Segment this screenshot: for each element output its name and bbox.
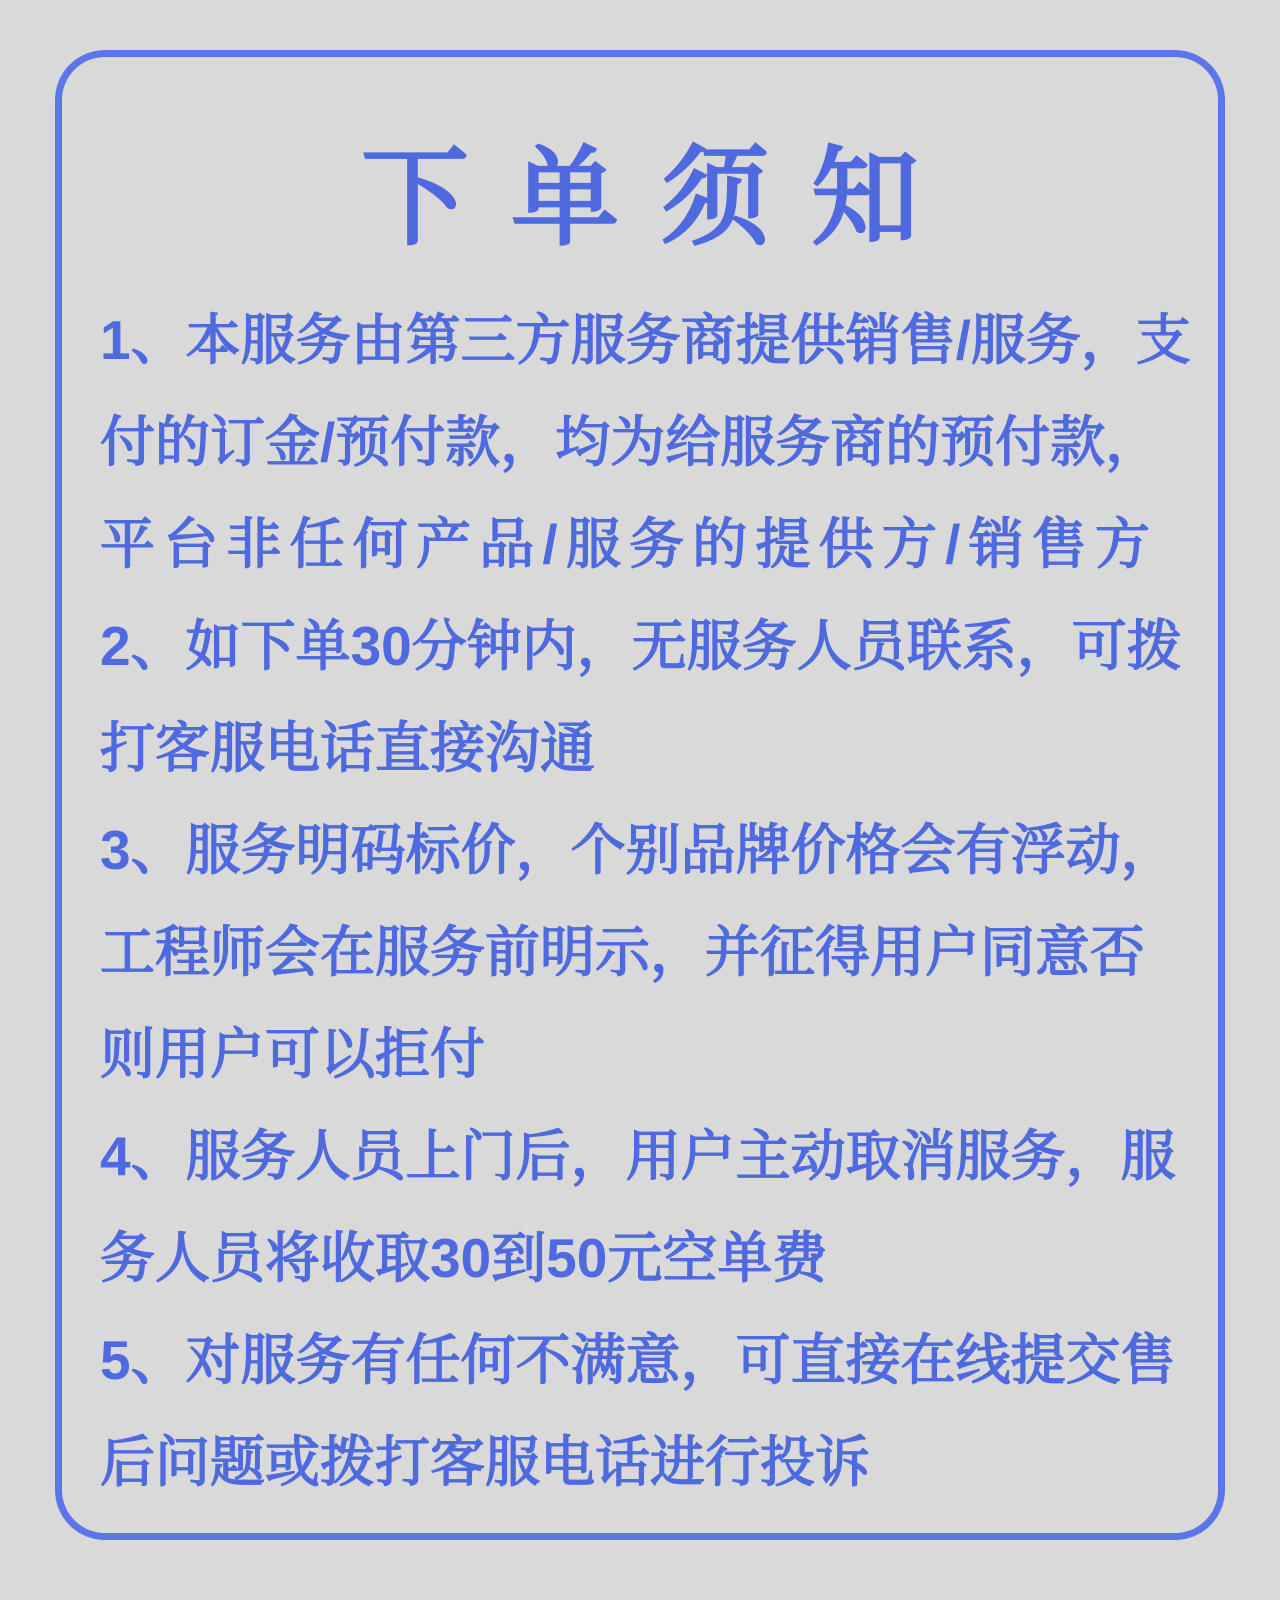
notice-title: 下单须知 <box>360 137 961 258</box>
notice-item <box>100 1309 1176 1513</box>
notice-item <box>100 1105 1176 1309</box>
notice-line: 则用户可以拒付 <box>100 1023 486 1085</box>
notice-line: 4、服务人员上门后，用户主动取消服务，服 <box>100 1125 1176 1187</box>
notice-line: 务人员将收取30到50元空单费 <box>100 1227 828 1289</box>
notice-panel <box>55 50 1225 1540</box>
notice-item <box>100 289 1191 595</box>
notice-line: 5、对服务有任何不满意，可直接在线提交售 <box>100 1329 1176 1391</box>
notice-line: 3、服务明码标价，个别品牌价格会有浮动， <box>100 819 1176 881</box>
notice-line: 1、本服务由第三方服务商提供销售/服务，支 <box>100 309 1191 371</box>
notice-item <box>100 799 1176 1105</box>
notice-item <box>100 595 1182 799</box>
notice-line: 工程师会在服务前明示，并征得用户同意否 <box>100 921 1146 983</box>
notice-items <box>62 289 1218 1513</box>
notice-line: 付的订金/预付款，均为给服务商的预付款， <box>100 411 1161 473</box>
notice-line: 平台非任何产品/服务的提供方/销售方 <box>100 513 1150 575</box>
notice-line: 2、如下单30分钟内，无服务人员联系，可拨 <box>100 615 1182 677</box>
notice-line: 打客服电话直接沟通 <box>100 717 596 779</box>
notice-line: 后问题或拨打客服电话进行投诉 <box>100 1431 871 1493</box>
